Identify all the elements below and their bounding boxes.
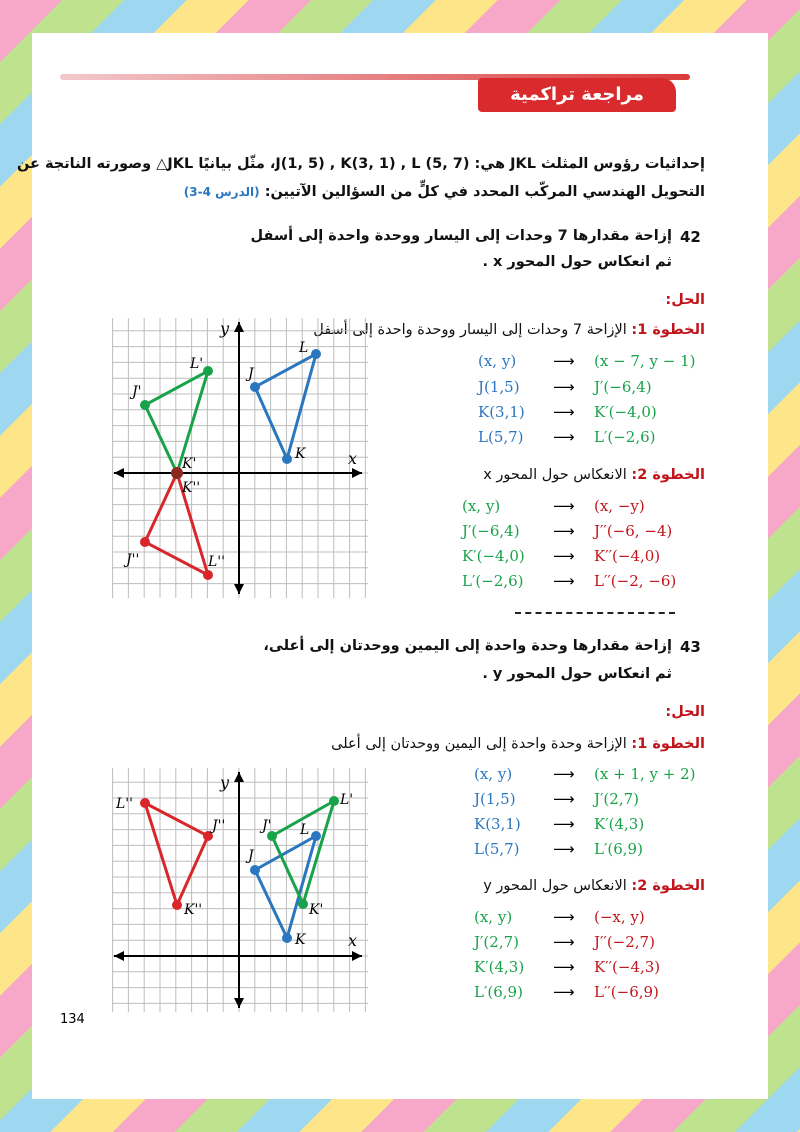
triangle-jkl-prime [145, 371, 208, 473]
point-k-double-prime [172, 900, 182, 910]
p43-s1-row0-arrow: ⟶ [553, 765, 575, 783]
x-axis-arrow-icon [352, 951, 362, 961]
p42-s1-row0-right: (x − 7, y − 1) [594, 352, 696, 370]
page-number: 134 [60, 1012, 85, 1027]
point-l-prime [329, 796, 339, 806]
intro-line-1: إحداثيات رؤوس المثلث JKL هي: (7 ,5) J(1, 5) , K(3, 1) , L، مثّل بيانيًا JKL△ وصورته الناتجة عن [16, 156, 705, 172]
problem-number-42: 42 [680, 228, 701, 246]
problem-42-line-2: ثم انعكاس حول المحور x . [482, 254, 672, 270]
p43-s2-row0-right: (−x, y) [594, 908, 645, 926]
p42-s1-row2-left: K(3,1) [478, 403, 525, 421]
p43-s1-row2-right: K′(4,3) [594, 815, 645, 833]
label-k: K [295, 932, 306, 948]
step1-42-heading: الخطوة 1: الإزاحة 7 وحدات إلى اليسار ووحدة واحدة إلى أسفل [313, 322, 705, 338]
label-k-double-prime: K'' [184, 902, 203, 918]
step2-42-heading: الخطوة 2: الانعكاس حول المحور x [483, 467, 705, 483]
p43-s1-row1-arrow: ⟶ [553, 790, 575, 808]
p42-s2-row0-arrow: ⟶ [553, 497, 575, 515]
p43-s1-row0-left: (x, y) [474, 765, 513, 783]
point-l [311, 831, 321, 841]
y-axis-label: y [220, 319, 230, 338]
label-j-prime: J' [132, 384, 142, 400]
p43-s2-row2-left: K′(4,3) [474, 958, 525, 976]
intro-line-2: التحويل الهندسي المركّب المحدد في كلٍّ من السؤالين الآتيين: (الدرس 4-3) [183, 184, 705, 200]
p42-s2-row2-arrow: ⟶ [553, 547, 575, 565]
graph-42 [112, 318, 368, 598]
p42-s1-row3-arrow: ⟶ [553, 428, 575, 446]
point-l-double-prime [203, 570, 213, 580]
p43-s2-row3-left: L′(6,9) [474, 983, 523, 1001]
label-k: K [295, 446, 306, 462]
x-axis-label: x [348, 449, 358, 468]
label-k-prime: K' [309, 902, 324, 918]
p42-s2-row2-left: K′(−4,0) [462, 547, 525, 565]
label-j: J [248, 366, 254, 382]
label-l: L [300, 822, 310, 838]
x-axis-label: x [348, 931, 358, 950]
p43-s2-row1-arrow: ⟶ [553, 933, 575, 951]
solution-label-42: الحل: [665, 292, 705, 308]
p43-s1-row3-arrow: ⟶ [553, 840, 575, 858]
p42-s2-row0-left: (x, y) [462, 497, 501, 515]
problem-42-line-1: إزاحة مقدارها 7 وحدات إلى اليسار ووحدة واحدة إلى أسفل [250, 228, 672, 244]
p43-s2-row2-arrow: ⟶ [553, 958, 575, 976]
x-axis-arrow-icon [352, 468, 362, 478]
p43-s1-row2-arrow: ⟶ [553, 815, 575, 833]
x-axis-arrow-left-icon [114, 468, 124, 478]
p42-s1-row1-arrow: ⟶ [553, 378, 575, 396]
p42-s2-row3-arrow: ⟶ [553, 572, 575, 590]
step2-43-heading: الخطوة 2: الانعكاس حول المحور y [483, 878, 705, 894]
point-l-double-prime [140, 798, 150, 808]
y-axis-arrow-down-icon [234, 584, 244, 594]
y-axis-arrow-icon [234, 322, 244, 332]
label-l-prime: L' [340, 792, 354, 808]
p42-s2-row1-left: J′(−6,4) [462, 522, 520, 540]
p43-s2-row2-right: K′′(−4,3) [594, 958, 661, 976]
p43-s2-row0-left: (x, y) [474, 908, 513, 926]
p42-s1-row3-right: L′(−2,6) [594, 428, 656, 446]
point-l-prime [203, 366, 213, 376]
lesson-reference: (الدرس 4-3) [183, 185, 260, 199]
p42-s2-row1-arrow: ⟶ [553, 522, 575, 540]
step1-43-heading: الخطوة 1: الإزاحة وحدة واحدة إلى اليمين ووحدتان إلى أعلى [331, 736, 705, 752]
p43-s1-row0-right: (x + 1, y + 2) [594, 765, 696, 783]
p43-s2-row0-arrow: ⟶ [553, 908, 575, 926]
point-k-prime [298, 899, 308, 909]
triangle-jkl-double-prime [145, 803, 208, 905]
point-k [282, 454, 292, 464]
p43-s2-row1-left: J′(2,7) [474, 933, 519, 951]
point-j [250, 865, 260, 875]
point-l [311, 349, 321, 359]
p42-s2-row1-right: J′′(−6, −4) [594, 522, 673, 540]
triangle-jkl-prime [272, 801, 334, 904]
point-k-k-double-prime [171, 467, 183, 479]
problem-43-line-1: إزاحة مقدارها وحدة واحدة إلى اليمين ووحدتان إلى أعلى، [263, 638, 672, 654]
point-j-double-prime [140, 537, 150, 547]
label-l-prime: L' [190, 356, 204, 372]
point-k [282, 933, 292, 943]
y-axis-arrow-icon [234, 772, 244, 782]
label-j-double-prime: J'' [212, 818, 226, 834]
divider [515, 612, 675, 614]
label-j: J [248, 848, 254, 864]
p42-s1-row1-left: J(1,5) [478, 378, 520, 396]
p43-s1-row3-left: L(5,7) [474, 840, 520, 858]
p43-s1-row3-right: L′(6,9) [594, 840, 643, 858]
point-j [250, 382, 260, 392]
p43-s2-row3-arrow: ⟶ [553, 983, 575, 1001]
p42-s1-row2-arrow: ⟶ [553, 403, 575, 421]
label-k-prime: K' [182, 456, 197, 472]
graph-43 [112, 768, 368, 1012]
p43-s1-row1-left: J(1,5) [474, 790, 516, 808]
p43-s2-row1-right: J′′(−2,7) [594, 933, 655, 951]
p42-s2-row3-left: L′(−2,6) [462, 572, 524, 590]
p42-s2-row3-right: L′′(−2, −6) [594, 572, 677, 590]
label-l-double-prime: L'' [116, 796, 133, 812]
label-l: L [299, 340, 309, 356]
solution-label-43: الحل: [665, 704, 705, 720]
p42-s2-row0-right: (x, −y) [594, 497, 645, 515]
p42-s2-row2-right: K′′(−4,0) [594, 547, 661, 565]
p42-s1-row0-left: (x, y) [478, 352, 517, 370]
p43-s1-row1-right: J′(2,7) [594, 790, 639, 808]
p43-s1-row2-left: K(3,1) [474, 815, 521, 833]
p42-s1-row2-right: K′(−4,0) [594, 403, 657, 421]
label-k-double-prime: K'' [182, 480, 201, 496]
triangle-jkl [255, 354, 316, 459]
problem-43-line-2: ثم انعكاس حول المحور y . [482, 666, 672, 682]
p42-s1-row0-arrow: ⟶ [553, 352, 575, 370]
point-j-prime [140, 400, 150, 410]
p43-s2-row3-right: L′′(−6,9) [594, 983, 659, 1001]
y-axis-label: y [220, 773, 230, 792]
label-l-double-prime: L'' [208, 554, 225, 570]
problem-number-43: 43 [680, 638, 701, 656]
p42-s1-row3-left: L(5,7) [478, 428, 524, 446]
label-j-prime: J' [262, 818, 272, 834]
x-axis-arrow-left-icon [114, 951, 124, 961]
label-j-double-prime: J'' [126, 552, 140, 568]
section-banner: مراجعة تراكمية [478, 78, 676, 112]
p42-s1-row1-right: J′(−6,4) [594, 378, 652, 396]
